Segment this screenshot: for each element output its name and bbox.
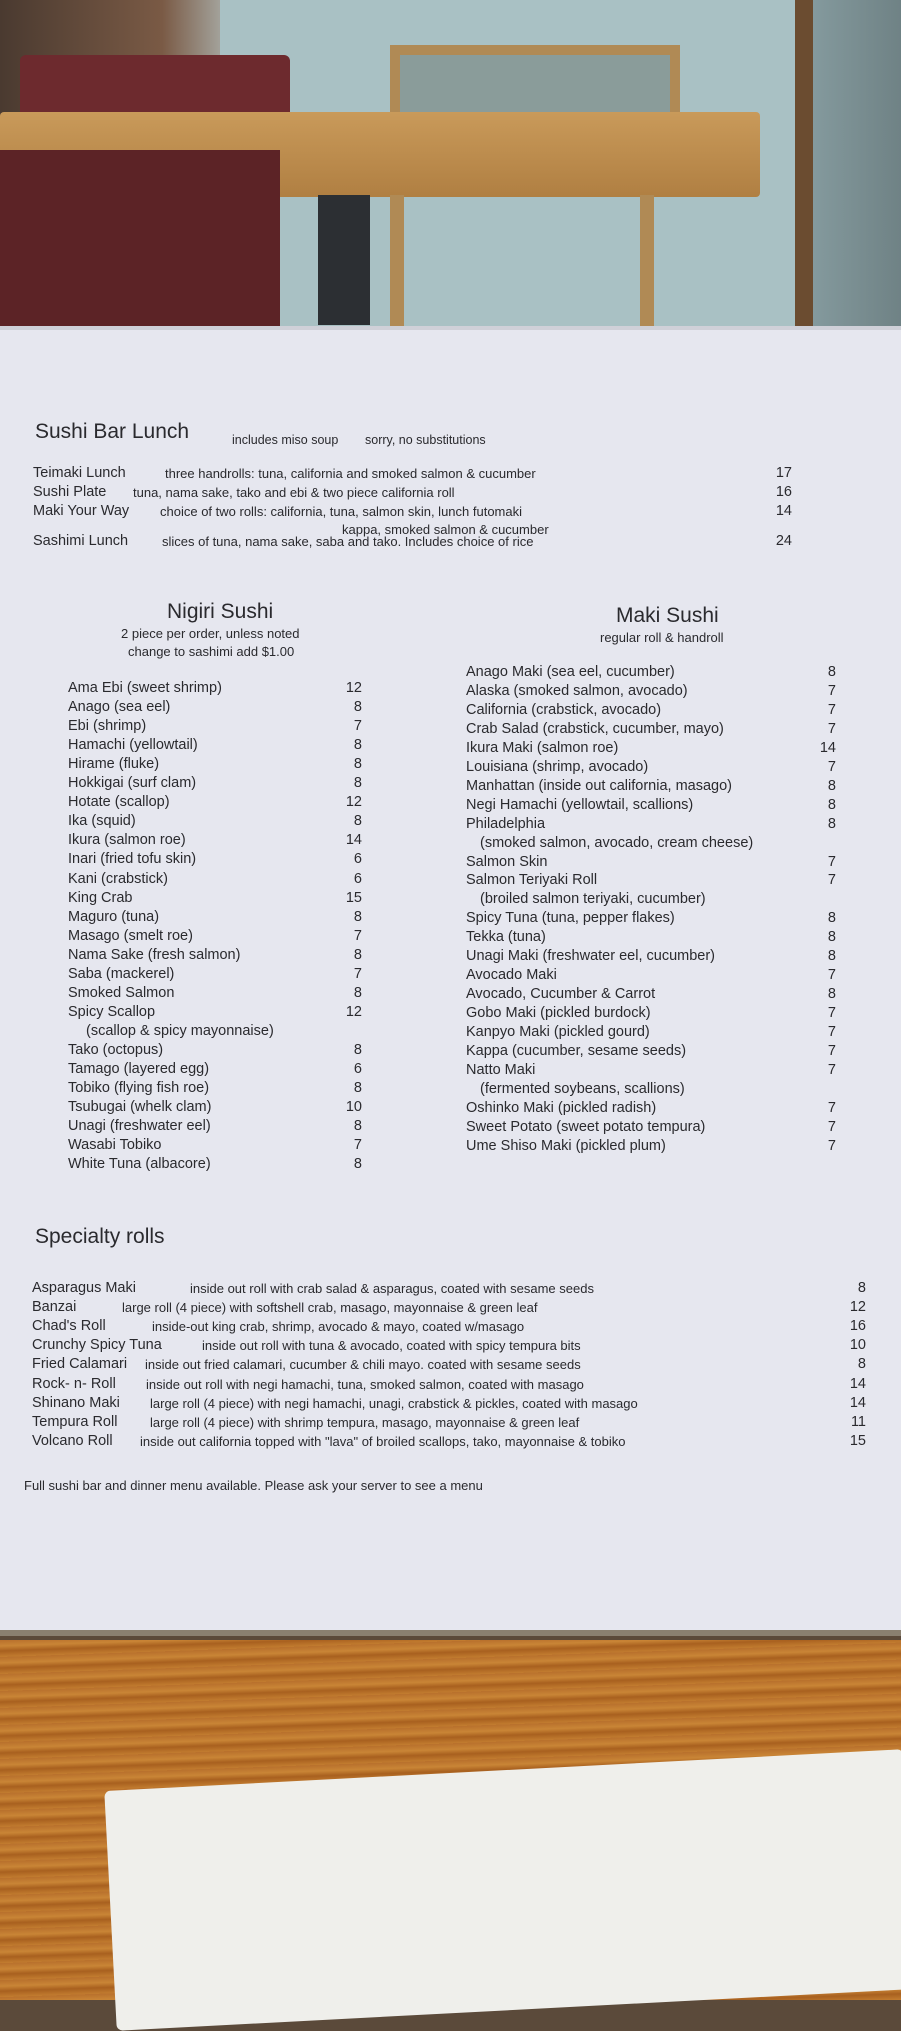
maki-item-name: Natto Maki [466,1062,536,1078]
nigiri-item-name: Tobiko (flying fish roe) [68,1080,210,1096]
wall-trim [795,0,813,330]
nigiri-item-price: 8 [353,756,362,772]
maki-item-name: Louisiana (shrimp, avocado) [466,759,649,775]
nigiri-item-price: 6 [353,1061,362,1077]
maki-item-name: Unagi Maki (freshwater eel, cucumber) [466,948,716,964]
maki-item-name: Gobo Maki (pickled burdock) [466,1005,651,1021]
napkin [104,1749,901,2031]
maki-item-name: Avocado, Cucumber & Carrot [466,986,656,1002]
maki-item-price: 7 [827,702,836,718]
table-leg [318,195,370,325]
footer-note: Full sushi bar and dinner menu available. Please ask your server to see a menu [24,1478,483,1493]
maki-item-name: Ikura Maki (salmon roe) [466,740,619,756]
maki-item-price: 7 [827,1005,836,1021]
specialty-item-price: 8 [857,1356,866,1372]
nigiri-item-name: Masago (smelt roe) [68,928,193,944]
nigiri-item-name: Hotate (scallop) [68,794,170,810]
lunch-item-name: Sashimi Lunch [33,533,129,549]
specialty-item-price: 11 [850,1414,866,1430]
specialty-item-name: Asparagus Maki [32,1280,136,1296]
nigiri-item-price: 8 [353,813,362,829]
nigiri-item-price: 7 [353,718,362,734]
lunch-item-name: Sushi Plate [33,484,107,500]
maki-item-price: 7 [827,1024,836,1040]
maki-item-name: Sweet Potato (sweet potato tempura) [466,1119,706,1135]
maki-item-price: 14 [819,740,836,756]
nigiri-item-price: 7 [353,928,362,944]
lunch-item-name: Maki Your Way [33,503,130,519]
lunch-item-description: slices of tuna, nama sake, saba and tako. Includes choice of rice [162,534,534,549]
maki-item-name: Negi Hamachi (yellowtail, scallions) [466,797,694,813]
nigiri-item-name: Tako (octopus) [68,1042,164,1058]
maki-item-note: (broiled salmon teriyaki, cucumber) [480,891,706,907]
nigiri-item-price: 15 [345,890,362,906]
maki-item-name: Philadelphia [466,816,546,832]
specialty-item-description: inside out california topped with "lava" of broiled scallops, tako, mayonnaise & tobiko [140,1434,626,1449]
maki-item-price: 7 [827,1138,836,1154]
specialty-item-name: Crunchy Spicy Tuna [32,1337,162,1353]
nigiri-item-name: Wasabi Tobiko [68,1137,162,1153]
nigiri-item-name: Unagi (freshwater eel) [68,1118,211,1134]
nigiri-item-name: Nama Sake (fresh salmon) [68,947,241,963]
nigiri-item-name: Tsubugai (whelk clam) [68,1099,212,1115]
nigiri-item-price: 8 [353,1080,362,1096]
nigiri-item-price: 12 [345,794,362,810]
nigiri-item-name: Ama Ebi (sweet shrimp) [68,680,222,696]
nigiri-item-name: Hirame (fluke) [68,756,160,772]
nigiri-item-name: Saba (mackerel) [68,966,175,982]
nigiri-item-name: Spicy Scallop [68,1004,156,1020]
nigiri-item-name: Inari (fried tofu skin) [68,851,197,867]
section-title-sushi-bar-lunch: Sushi Bar Lunch [35,420,190,443]
specialty-item-name: Tempura Roll [32,1414,118,1430]
specialty-item-price: 14 [849,1395,866,1411]
nigiri-item-name: Ikura (salmon roe) [68,832,186,848]
lunch-item-name: Teimaki Lunch [33,465,126,481]
nigiri-item-price: 12 [345,680,362,696]
maki-item-price: 7 [827,1043,836,1059]
lunch-item-price: 17 [775,465,792,481]
nigiri-item-name: Kani (crabstick) [68,871,168,887]
maki-item-price: 7 [827,1119,836,1135]
chair-leg [390,195,404,330]
specialty-item-name: Chad's Roll [32,1318,106,1334]
maki-item-name: Kanpyo Maki (pickled gourd) [466,1024,650,1040]
nigiri-item-name: Maguro (tuna) [68,909,160,925]
lunch-item-description: choice of two rolls: california, tuna, salmon skin, lunch futomaki [160,504,523,519]
maki-item-price: 7 [827,1100,836,1116]
specialty-item-name: Shinano Maki [32,1395,120,1411]
specialty-item-price: 12 [849,1299,866,1315]
nigiri-item-price: 6 [353,871,362,887]
specialty-item-name: Banzai [32,1299,77,1315]
maki-item-price: 8 [827,948,836,964]
specialty-item-description: large roll (4 piece) with shrimp tempura, masago, mayonnaise & green leaf [150,1415,580,1430]
specialty-item-price: 16 [849,1318,866,1334]
lunch-item-description: kappa, smoked salmon & cucumber [342,522,549,537]
maki-item-name: Tekka (tuna) [466,929,546,945]
specialty-item-price: 8 [857,1280,866,1296]
nigiri-item-name: Ika (squid) [68,813,136,829]
nigiri-item-price: 8 [353,909,362,925]
nigiri-item-price: 8 [353,947,362,963]
section-title-nigiri: Nigiri Sushi [167,600,274,623]
nigiri-item-name: Anago (sea eel) [68,699,171,715]
nigiri-note-pieces: 2 piece per order, unless noted [121,626,300,641]
nigiri-item-name: Ebi (shrimp) [68,718,147,734]
specialty-item-description: inside out roll with negi hamachi, tuna, smoked salmon, coated with masago [146,1377,584,1392]
lunch-item-price: 14 [775,503,792,519]
lunch-item-description: three handrolls: tuna, california and smoked salmon & cucumber [165,466,536,481]
nigiri-item-price: 8 [353,985,362,1001]
maki-item-price: 7 [827,967,836,983]
maki-item-price: 8 [827,797,836,813]
maki-item-name: Oshinko Maki (pickled radish) [466,1100,657,1116]
lunch-item-description: tuna, nama sake, tako and ebi & two piece california roll [133,485,455,500]
maki-note: regular roll & handroll [600,630,724,645]
maki-item-price: 7 [827,1062,836,1078]
nigiri-item-name: Hokkigai (surf clam) [68,775,197,791]
nigiri-item-name: Tamago (layered egg) [68,1061,210,1077]
nigiri-item-price: 10 [345,1099,362,1115]
specialty-item-price: 14 [849,1376,866,1392]
maki-item-name: Anago Maki (sea eel, cucumber) [466,664,675,680]
restaurant-background [0,0,901,340]
maki-item-note: (fermented soybeans, scallions) [480,1081,685,1097]
nigiri-item-name: Hamachi (yellowtail) [68,737,198,753]
nigiri-item-price: 8 [353,737,362,753]
red-chair-foreground [0,150,280,330]
nigiri-item-price: 8 [353,699,362,715]
nigiri-item-price: 12 [345,1004,362,1020]
specialty-item-description: inside-out king crab, shrimp, avocado & mayo, coated w/masago [152,1319,525,1334]
maki-item-price: 8 [827,816,836,832]
menu-sheet [0,330,901,1630]
nigiri-item-price: 8 [353,1118,362,1134]
maki-item-price: 8 [827,778,836,794]
nigiri-note-sashimi: change to sashimi add $1.00 [128,644,295,659]
specialty-item-description: large roll (4 piece) with softshell crab, masago, mayonnaise & green leaf [122,1300,538,1315]
maki-item-name: Ume Shiso Maki (pickled plum) [466,1138,666,1154]
specialty-item-description: inside out fried calamari, cucumber & chili mayo. coated with sesame seeds [145,1357,581,1372]
chair-leg [640,195,654,330]
maki-item-price: 8 [827,910,836,926]
maki-item-name: California (crabstick, avocado) [466,702,662,718]
maki-item-price: 8 [827,986,836,1002]
maki-item-price: 7 [827,683,836,699]
specialty-item-price: 15 [849,1433,866,1449]
specialty-item-price: 10 [849,1337,866,1353]
maki-item-name: Salmon Skin [466,854,548,870]
section-title-specialty-rolls: Specialty rolls [35,1225,165,1248]
nigiri-item-price: 8 [353,1156,362,1172]
maki-item-price: 7 [827,759,836,775]
nigiri-item-price: 14 [345,832,362,848]
maki-item-price: 7 [827,721,836,737]
specialty-item-description: inside out roll with crab salad & asparagus, coated with sesame seeds [190,1281,594,1296]
maki-item-name: Manhattan (inside out california, masago) [466,778,732,794]
maki-item-price: 7 [827,872,836,888]
lunch-item-price: 16 [775,484,792,500]
maki-item-name: Salmon Teriyaki Roll [466,872,598,888]
maki-item-price: 8 [827,929,836,945]
nigiri-item-price: 8 [353,775,362,791]
maki-item-price: 7 [827,854,836,870]
nigiri-item-name: White Tuna (albacore) [68,1156,211,1172]
maki-item-name: Crab Salad (crabstick, cucumber, mayo) [466,721,724,737]
maki-item-price: 8 [827,664,836,680]
nigiri-item-price: 7 [353,1137,362,1153]
specialty-item-name: Fried Calamari [32,1356,128,1372]
maki-item-name: Alaska (smoked salmon, avocado) [466,683,688,699]
nigiri-item-note: (scallop & spicy mayonnaise) [86,1023,274,1039]
nigiri-item-name: Smoked Salmon [68,985,175,1001]
maki-item-name: Kappa (cucumber, sesame seeds) [466,1043,687,1059]
nigiri-item-price: 7 [353,966,362,982]
section-title-maki: Maki Sushi [616,604,719,627]
nigiri-item-price: 6 [353,851,362,867]
lunch-item-price: 24 [775,533,792,549]
lunch-note-substitutions: sorry, no substitutions [365,433,486,447]
specialty-item-name: Volcano Roll [32,1433,113,1449]
lunch-note-miso: includes miso soup [232,433,339,447]
nigiri-item-price: 8 [353,1042,362,1058]
nigiri-item-name: King Crab [68,890,133,906]
specialty-item-description: inside out roll with tuna & avocado, coated with spicy tempura bits [202,1338,581,1353]
specialty-item-name: Rock- n- Roll [32,1376,116,1392]
specialty-item-description: large roll (4 piece) with negi hamachi, unagi, crabstick & pickles, coated with masago [150,1396,638,1411]
maki-item-name: Spicy Tuna (tuna, pepper flakes) [466,910,675,926]
maki-item-name: Avocado Maki [466,967,557,983]
maki-item-note: (smoked salmon, avocado, cream cheese) [480,835,754,851]
